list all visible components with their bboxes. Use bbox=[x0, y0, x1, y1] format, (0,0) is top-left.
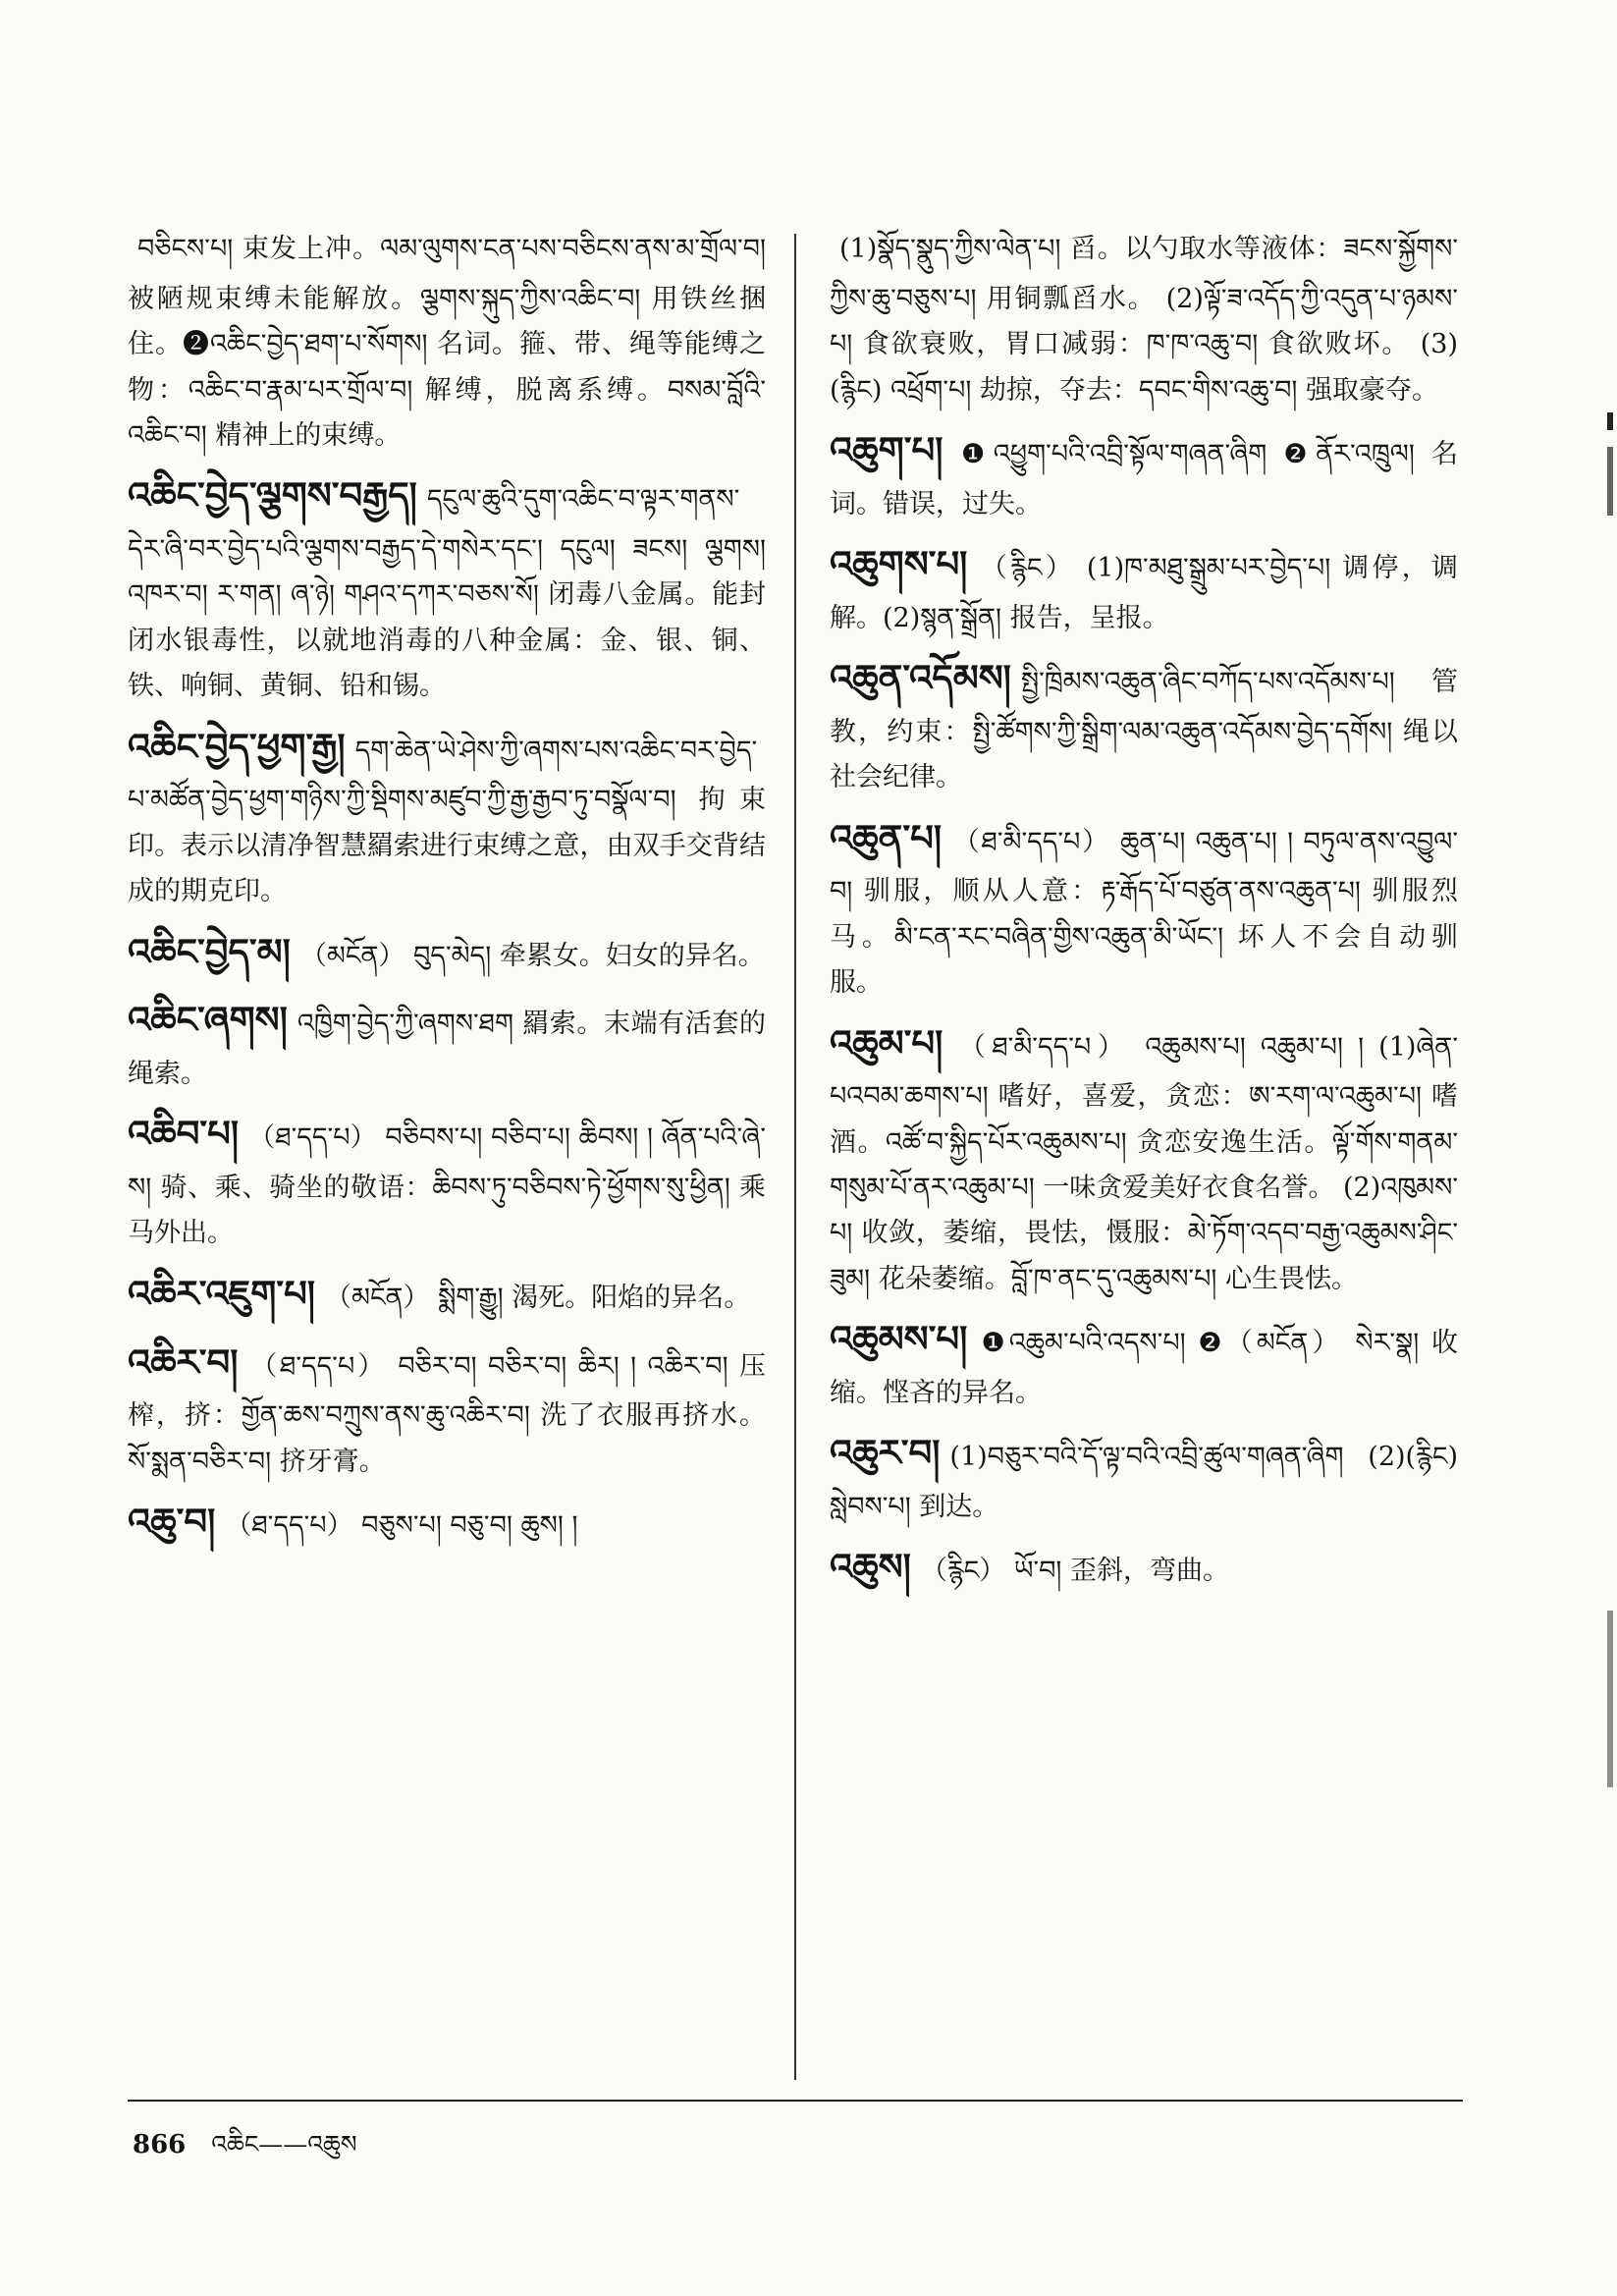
dictionary-entry bbox=[830, 214, 1458, 413]
entry-definition: དག་ཆེན་ཡེ་ཤེས་ཀྱི་ཞགས་པས་འཆིང་བར་བྱེད་པ་མཚོན་བྱེད་ཕྱག་གཉིས་ཀྱི་སྡིགས་མཛུབ་ཀྱི་རྒྱ་རྒྱབ་ཏུ་བསྣོལ་བ། 拘束印。表示以清净智慧羂索进行束缚之意，由双手交背结成的期克印。 bbox=[128, 735, 766, 907]
entry-definition: སྤྱི་ཁྲིམས་འཆུན་ཞིང་བཀོད་པས་འདོམས་པ། 管教，约束：སྤྱི་ཚོགས་ཀྱི་སྒྲིག་ལམ་འཆུན་འདོམས་བྱེད་དགོས། 绳以社会纪律。 bbox=[830, 667, 1458, 793]
dictionary-entry bbox=[830, 533, 1458, 641]
dictionary-entry bbox=[830, 1422, 1458, 1530]
entry-headword: འཆུགས་པ། bbox=[830, 543, 968, 585]
dictionary-entry bbox=[128, 716, 766, 915]
entry-definition: (1)བཅུར་བའི་དོ་ལྟ་བའི་འབྲི་ཚུལ་གཞན་ཞིག (2)(རྙིང) སླེབས་པ། 到达。 bbox=[830, 1442, 1458, 1522]
entry-headword: འཆིར་འཇུག་པ། bbox=[128, 1272, 315, 1315]
entry-definition: （མངོན） བུད་མེད། 牵累女。妇女的异名。 bbox=[299, 940, 765, 971]
dictionary-entry bbox=[128, 1263, 766, 1326]
dictionary-entry bbox=[830, 419, 1458, 527]
entry-definition: （ཐ་མི་དད་པ） ཆུན་པ། འཆུན་པ། ། བཏུལ་ནས་འབྱུལ་བ། 驯服，顺从人意：རྟ་རྒོད་པོ་བཙུན་ནས་འཆུན་པ། 驯服烈马。མི་ངན་རང་བཞིན་གྱིས་འཆུན་མི་ཡོང་། 坏人不会自动驯服。 bbox=[830, 826, 1458, 999]
entry-headword: འཆུམས་པ། bbox=[830, 1318, 968, 1361]
headword-range: འཆིང——འཆུས bbox=[211, 2130, 357, 2159]
dictionary-entry bbox=[128, 214, 766, 459]
dictionary-entry bbox=[830, 807, 1458, 1007]
entry-definition: （ཐ་མི་དད་པ） འཆུམས་པ། འཆུམ་པ། ། (1)ཞེན་པའབམ་ཆགས་པ། 嗜好，喜爱，贪恋：ཨ་རག་ལ་འཆུམ་པ། 嗜酒。འཚོ་བ་སྐྱིད་པོར་འཆུམས་པ། 贪恋安逸生活。ལྟོ་གོས་གནམ་གསུམ་པོ་ནར་འཆུམ་པ། 一味贪爱美好衣食名誉。 (2)འཁུམས་པ། 收敛，萎缩，畏怯，慑服：མེ་ཏོག་འདབ་བརྒྱ་འཆུམས་ཤིང་ཟུམ། 花朵萎缩。བློ་ཁ་ནང་དུ་འཆུམས་པ། 心生畏怯。 bbox=[830, 1031, 1458, 1294]
page-number: 866 bbox=[133, 2130, 187, 2159]
entry-definition: དངུལ་ཆུའི་དུག་འཆིང་བ་ལྟར་གནས་དེར་ཞི་བར་བྱེད་པའི་ལྕགས་བརྒྱད་དེ་གསེར་དང་། དངུལ། ཟངས། ལྕགས། འཁར་བ། ར་གན། ཞ་ཉེ། གཤའ་དཀར་བཅས་སོ། 闭毒八金属。能封闭水银毒性，以就地消毒的八种金属：金、银、铜、铁、响铜、黄铜、铅和锡。 bbox=[128, 484, 766, 702]
entry-definition: （རྙིང） (1)ཁ་མཐུ་སྒྲུམ་པར་བྱེད་པ། 调停，调解。(2)སྙན་སྒྲོན། 报告，呈报。 bbox=[830, 553, 1458, 633]
entry-definition: （རྙིང） ཡོ་བ། 歪斜，弯曲。 bbox=[920, 1556, 1229, 1587]
entry-headword: འཆུས། bbox=[830, 1546, 911, 1589]
dictionary-entry bbox=[128, 989, 766, 1097]
entry-definition: ❶འཆུམ་པའི་འདས་པ། ❷（མངོན） སེར་སྣ། 收缩。悭吝的异名。 bbox=[830, 1328, 1458, 1408]
page-footer bbox=[133, 2116, 357, 2186]
dictionary-entry bbox=[830, 1536, 1458, 1599]
scan-edge-mark bbox=[1607, 412, 1613, 430]
left-column bbox=[128, 214, 766, 1559]
entry-definition: འཁྱིག་བྱེད་ཀྱི་ཞགས་ཐག 羂索。末端有活套的绳索。 bbox=[128, 1009, 766, 1089]
entry-definition: (1)སྣོད་སྣུད་ཀྱིས་ལེན་པ། 舀。以勺取水等液体：ཟངས་སྐྱོགས་ཀྱིས་ཆུ་བཅུས་པ། 用铜瓢舀水。 (2)ལྟོ་ཟ་འདོད་ཀྱི་འདུན་པ་ཉམས་པ། 食欲衰败，胃口减弱：ཁ་ཁ་འཆུ་བ། 食欲败坏。 (3)(རྙིང) འཕྲོག་པ། 劫掠，夺去：དབང་གིས་འཆུ་བ། 强取豪夺。 bbox=[830, 234, 1458, 406]
entry-headword: འཆིང་ཞགས། bbox=[128, 999, 288, 1042]
dictionary-entry bbox=[830, 647, 1458, 801]
column-divider bbox=[794, 234, 796, 2080]
entry-headword: འཆིང་བྱེད་ལྕགས་བརྒྱད། bbox=[128, 474, 417, 518]
entry-definition: བཅིངས་པ། 束发上冲。ལམ་ལུགས་ངན་པས་བཅིངས་ནས་མ་གྲོལ་བ། 被陋规束缚未能解放。ལྕགས་སྐུད་ཀྱིས་འཆིང་བ། 用铁丝捆住。❷འཆིང་བྱེད་ཐག་པ་སོགས། 名词。箍、带、绳等能缚之物：འཆིང་བ་རྣམ་པར་གྲོལ་བ། 解缚，脱离系缚。བསམ་བློའི་འཆིང་བ། 精神上的束缚。 bbox=[128, 234, 766, 451]
dictionary-entry bbox=[128, 921, 766, 984]
dictionary-entry bbox=[128, 1332, 766, 1486]
entry-headword: འཆིང་བྱེད་ཕྱག་རྒྱ། bbox=[128, 725, 346, 768]
right-column bbox=[830, 214, 1458, 1605]
entry-headword: འཆིང་བྱེད་མ། bbox=[128, 930, 291, 973]
dictionary-entry bbox=[128, 465, 766, 709]
dictionary-entry bbox=[830, 1308, 1458, 1416]
entry-headword: འཆིབ་པ། bbox=[128, 1113, 240, 1156]
entry-headword: འཆུར་བ། bbox=[830, 1432, 941, 1475]
entry-headword: འཆུ་བ། bbox=[128, 1501, 216, 1543]
dictionary-entry bbox=[830, 1012, 1458, 1303]
entry-headword: འཆིར་བ། bbox=[128, 1340, 239, 1384]
entry-definition: （ཐ་དད་པ） བཅིབས་པ། བཅིབ་པ། ཆིབས། ། ཞོན་པའི་ཞེ་ས། 骑、乘、骑坐的敬语：ཆིབས་ཏུ་བཅིབས་ཏེ་ཕྱོགས་སུ་ཕྱིན། 乘马外出。 bbox=[128, 1122, 766, 1249]
entry-headword: འཆུམ་པ། bbox=[830, 1021, 943, 1065]
entry-headword: འཆུག་པ། bbox=[830, 428, 943, 471]
scan-edge-mark bbox=[1607, 447, 1613, 516]
entry-definition: （ཐ་དད་པ） བཅིར་བ། བཅིར་བ། ཆིར། ། འཆིར་བ། 压榨，挤：གྱོན་ཆས་བཀྲུས་ནས་ཆུ་འཆིར་བ། 洗了衣服再挤水。སོ་སྨན་བཅིར་བ། 挤牙膏。 bbox=[128, 1350, 766, 1477]
entry-definition: （ཐ་དད་པ） བཅུས་པ། བཅུ་བ། ཆུས། ། bbox=[225, 1510, 578, 1541]
scan-edge-mark bbox=[1607, 1611, 1613, 1787]
footer-rule bbox=[128, 2100, 1463, 2102]
dictionary-entry bbox=[128, 1103, 766, 1257]
entry-headword: འཆུན་པ། bbox=[830, 816, 943, 859]
dictionary-entry bbox=[128, 1491, 766, 1554]
entry-headword: འཆུན་འདོམས། bbox=[830, 657, 1011, 700]
entry-definition: ❶འཕྱུག་པའི་འབྲི་སྟོལ་གཞན་ཞིག ❷ནོར་འཁྲུལ། 名词。错误，过失。 bbox=[830, 438, 1458, 519]
entry-definition: （མངོན） སྨིག་རྒྱུ། 渴死。阳焰的异名。 bbox=[325, 1282, 751, 1313]
